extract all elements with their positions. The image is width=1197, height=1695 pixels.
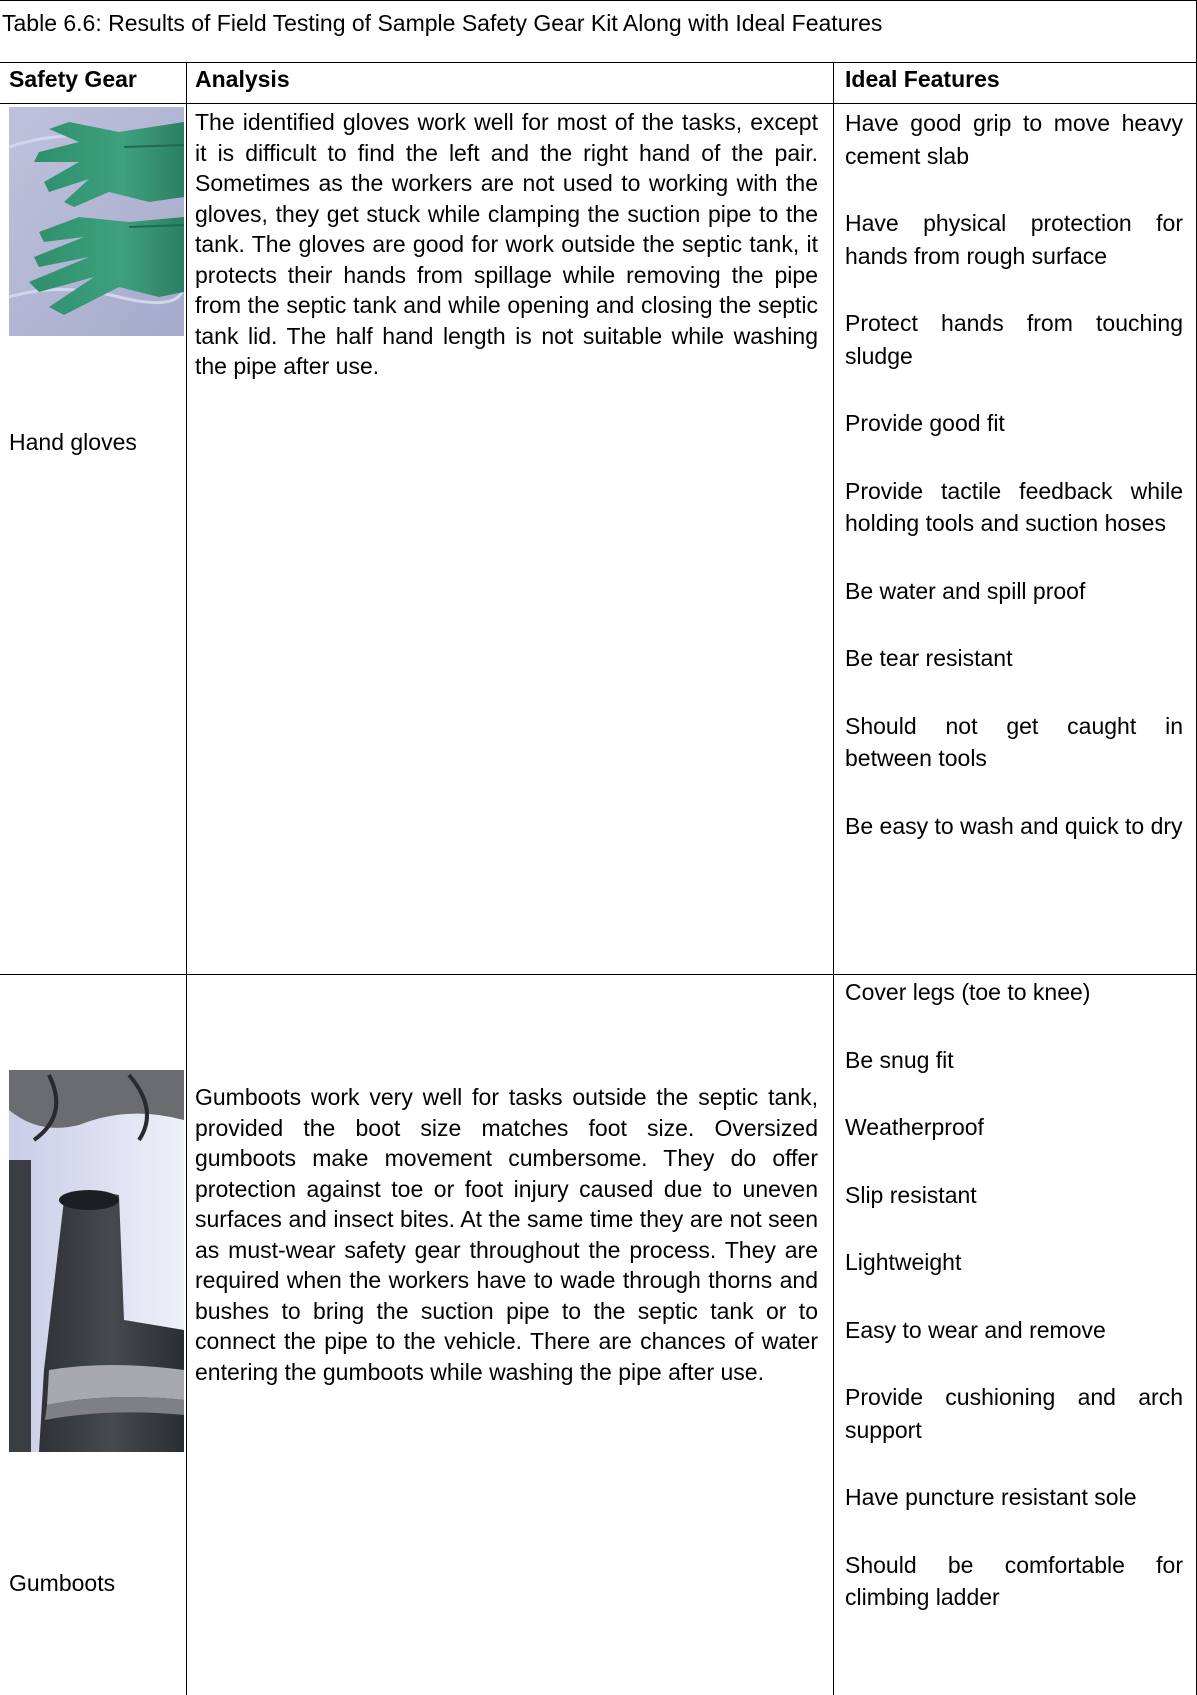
header-ideal-features: Ideal Features (845, 66, 1000, 92)
ideal-feature: Have good grip to move heavy cement slab (845, 110, 1183, 169)
ideal-feature: Weatherproof (845, 1114, 984, 1140)
ideal-feature: Easy to wear and remove (845, 1316, 1106, 1343)
ideal-feature: Protect hands from touching sludge (845, 310, 1183, 369)
gumboots-photo (9, 1070, 184, 1452)
header-analysis: Analysis (195, 66, 290, 92)
gear-label-hand-gloves: Hand gloves (9, 429, 137, 455)
ideal-feature: Have physical protection for hands from rough surface (845, 210, 1183, 269)
ideal-feature: Have puncture resistant sole (845, 1484, 1137, 1510)
ideal-feature: Cover legs (toe to knee) (845, 979, 1091, 1005)
gear-label-gumboots: Gumboots (9, 1570, 116, 1596)
analysis-gumboots: Gumboots work very well for tasks outside the septic tank, provided the boot size matches foot size. Oversized gumboots make movement cumbersome. They do offer protection against toe or foot injury caused due to uneven surfaces and insect bites. At the same time they are not seen as must-wear safety gear throughout the process. They are required when the workers have to wade through thorns and bushes to bring the suction pipe to the septic tank or to connect the pipe to the vehicle. There are chances of water entering the gumboots while washing the pipe after use. (195, 1084, 818, 1385)
column-divider-1 (186, 62, 187, 1695)
analysis-hand-gloves: The identified gloves work well for most of the tasks, except it is difficult to find the left and the right hand of the pair. Sometimes as the workers are not used to working with the gloves, they get stuck while clamping the suction pipe to the tank. The gloves are good for work outside the septic tank, it protects their hands from spillage while removing the pipe from the septic tank and while opening and closing the septic tank lid. The half hand length is not suitable while washing the pipe after use. (195, 109, 818, 379)
column-divider-2 (833, 62, 834, 1695)
ideal-feature: Provide good fit (845, 410, 1005, 436)
ideal-feature: Provide cushioning and arch support (845, 1384, 1183, 1443)
caption-box (0, 0, 1197, 62)
gloves-photo (9, 107, 184, 336)
header-top-border (0, 62, 1197, 63)
ideal-feature: Be snug fit (845, 1046, 954, 1073)
header-bottom-border (0, 103, 1197, 104)
ideal-feature: Be easy to wash and quick to dry (845, 812, 1183, 839)
ideal-feature: Be tear resistant (845, 645, 1013, 671)
ideal-features-hand-gloves (845, 107, 1183, 877)
ideal-feature: Should not get caught in between tools (845, 712, 1183, 771)
ideal-feature: Provide tactile feedback while holding tools and suction hoses (845, 477, 1183, 536)
row-divider (0, 974, 1197, 975)
ideal-feature: Slip resistant (845, 1181, 977, 1208)
ideal-feature: Should be comfortable for climbing ladder (845, 1551, 1183, 1610)
ideal-features-gumboots (845, 976, 1183, 1649)
ideal-feature: Lightweight (845, 1249, 962, 1275)
table-caption: Table 6.6: Results of Field Testing of Sample Safety Gear Kit Along with Ideal Features (2, 10, 883, 36)
header-safety-gear: Safety Gear (9, 66, 137, 92)
ideal-feature: Be water and spill proof (845, 577, 1086, 604)
